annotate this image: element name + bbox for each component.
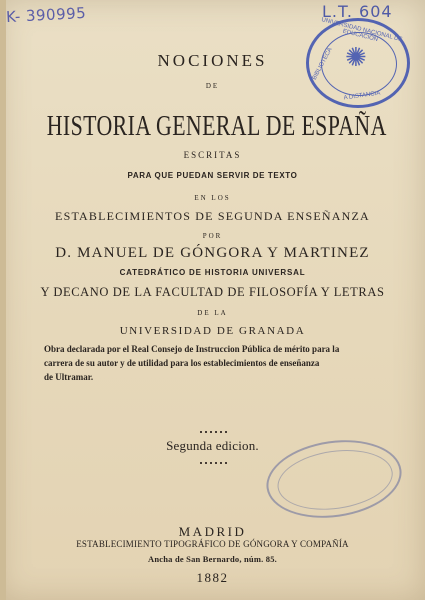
connector-en-los: EN LOS: [194, 194, 231, 202]
stamp-text-top: UNIVERSIDAD NACIONAL DE EDUCACIÓN: [320, 17, 403, 44]
stamp-star-icon: ✺: [345, 43, 367, 72]
approval-note: [44, 342, 394, 384]
approval-note-line: carrera de su autor y de utilidad para los establecimientos de enseñanza: [44, 358, 320, 368]
connector-por: POR: [202, 232, 223, 240]
subtitle-para: PARA QUE PUEDAN SERVIR DE TEXTO: [127, 171, 298, 180]
author-deanship: Y DECANO DE LA FACULTAD DE FILOSOFÍA Y LETRAS: [40, 285, 385, 299]
inventory-mark-left: K- 390995: [5, 3, 87, 27]
heading-nociones: NOCIONES: [157, 51, 268, 70]
approval-note-line: de Ultramar.: [44, 372, 94, 382]
imprint-printer: ESTABLECIMIENTO TIPOGRÁFICO DE GÓNGORA Y COMPAÑÍA: [76, 539, 349, 549]
book-title: HISTORIA GENERAL DE ESPAÑA: [46, 111, 387, 142]
connector-de: DE: [205, 82, 220, 90]
stamp-text-left: BIBLIOTECA: [311, 46, 334, 82]
ornament-rule: [199, 430, 227, 434]
faded-stamp-ring: [274, 443, 397, 517]
approval-note-line: Obra declarada por el Real Consejo de Instruccion Pública de mérito para la: [44, 344, 340, 354]
ornament-rule: [199, 461, 227, 465]
edition-statement: Segunda edicion.: [166, 438, 259, 453]
author-name: D. MANUEL DE GÓNGORA Y MARTINEZ: [55, 245, 370, 261]
stamp-text-bottom: A DISTANCIA: [343, 90, 381, 102]
imprint-year: 1882: [196, 570, 229, 585]
subtitle-escritas: ESCRITAS: [183, 150, 242, 160]
university-name: UNIVERSIDAD DE GRANADA: [119, 325, 306, 337]
imprint-address: Ancha de San Bernardo, núm. 85.: [148, 554, 277, 564]
page-edge: [0, 0, 6, 600]
imprint-city: MADRID: [178, 524, 247, 539]
connector-de-la: DE LA: [197, 309, 228, 317]
author-position: CATEDRÁTICO DE HISTORIA UNIVERSAL: [119, 268, 306, 277]
inventory-mark-right: L.T. 604: [322, 2, 393, 21]
subtitle-establecimientos: ESTABLECIMIENTOS DE SEGUNDA ENSEÑANZA: [55, 209, 370, 223]
